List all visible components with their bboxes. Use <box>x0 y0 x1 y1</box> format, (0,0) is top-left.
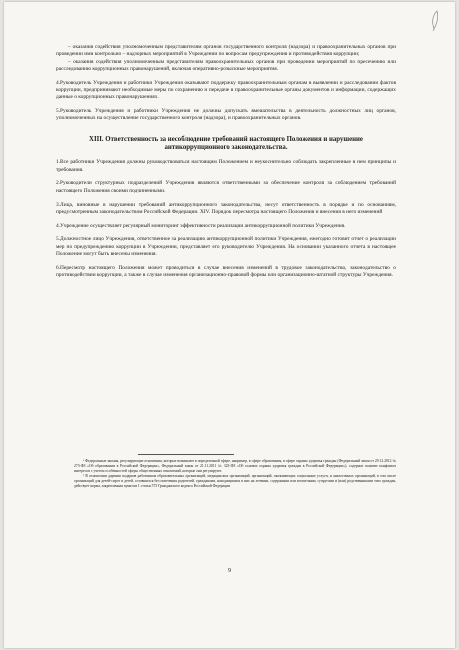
footnote-divider <box>138 454 234 455</box>
paragraph-4-support: 4.Руководитель Учреждения и работники Учреждения оказывают поддержку правоохранительным органам в выявлении и расследовании фактов коррупции, предпринимают необходимые меры по сохранению и передаче в правоохранительные органы документов и информации, содержащих данные о коррупционных правонарушениях. <box>56 79 396 101</box>
section-paragraph-1: 1.Все работники Учреждения должны руководствоваться настоящим Положением и неукоснительно соблюдать закрепленные в нем принципы и требования. <box>56 159 396 173</box>
section-paragraph-4: 4.Учреждение осуществляет регулярный мониторинг эффективности реализации антикоррупционной политики Учреждения. <box>56 222 346 229</box>
document-body <box>56 44 396 279</box>
section-paragraph-3: 3.Лица, виновные в нарушении требований антикоррупционного законодательства, несут ответственность в порядке и по основаниям, предусмотренным законодательством Российской Федерации. XIV. Порядок пересмотра настоящего Положения и внесения в него изменений <box>56 201 396 215</box>
handwritten-mark <box>428 10 442 32</box>
paragraph-control-assistance: – оказания содействия уполномоченным представителям органов государственного контроля (надзора) и правоохранительных органов при проведении ими контрольно – надзорных мероприятий в Учреждении по вопросам предупреждения и противодействия коррупции; <box>56 44 396 58</box>
paragraph-investigation-assistance: – оказания содействия уполномоченным представителям правоохранительных органов при проведении мероприятий по пресечению или расследованию коррупционных правонарушений, включая оперативно-розыскные мероприятия. <box>56 58 396 72</box>
section-paragraph-5: 5.Должностное лицо Учреждения, ответственное за реализацию антикоррупционной политики Учреждения, ежегодно готовит отчет о реализации мер по предупреждению коррупции в Учреждении, представляет его руководителю Учреждения. На основании указанного отчета в настоящее Положение могут быть внесены изменения. <box>56 236 396 258</box>
section-paragraph-2: 2.Руководители структурных подразделений Учреждения являются ответственными за обеспечение контроля за соблюдением требований настоящего Положения своими подчиненными. <box>56 180 396 194</box>
page-number: 9 <box>228 568 231 574</box>
paragraph-5-noninterference: 5.Руководитель Учреждения и работники Учреждения не должны допускать вмешательства в деятельность должностных лиц органов, уполномоченных на осуществление государственного контроля (надзора), и правоохранительных органов. <box>56 108 396 122</box>
section-heading: XIII. Ответственность за несоблюдение требований настоящего Положения и нарушение антикоррупционного законодательства. <box>89 135 363 152</box>
footnote-1: ¹ Федеральные законы, регулирующие отношения, которые возникают в определенной сфере, например, в сфере образования, в сфере охраны здоровья граждан (Федеральный закон от 29.12.2012 № 273-ФЗ «Об образовании в Российской Федерации», Федеральный закон от 21.11.2011 № 323-ФЗ «Об основах охраны здоровья граждан в Российской Федерации»), содержат понятие конфликта интересов с учетом особенностей сферы общественных отношений, которые они регулируют. <box>74 459 396 473</box>
footnotes <box>74 459 396 488</box>
footnote-2: ² В отношении дарения подарков работникам образовательных организаций, медицинских организаций, организаций, оказывающих социальные услуги, и аналогичных организаций, в том числе организаций для детей-сирот и детей, оставшихся без попечения родителей, гражданами, находящимися в них на лечении, содержании или воспитании, супругами и (или) родственниками этих граждан, действует норма, закрепленная пунктом 1 статьи 575 Гражданского кодекса Российской Федерации <box>74 473 396 488</box>
section-paragraph-6: 6.Пересмотр настоящего Положения может проводиться в случае внесения изменений в трудовое законодательство, законодательство о противодействии коррупции, а также в случае изменения организационно-правовой формы или организационно-штатной структуры Учреждения. <box>56 264 396 279</box>
document-page <box>4 2 455 648</box>
